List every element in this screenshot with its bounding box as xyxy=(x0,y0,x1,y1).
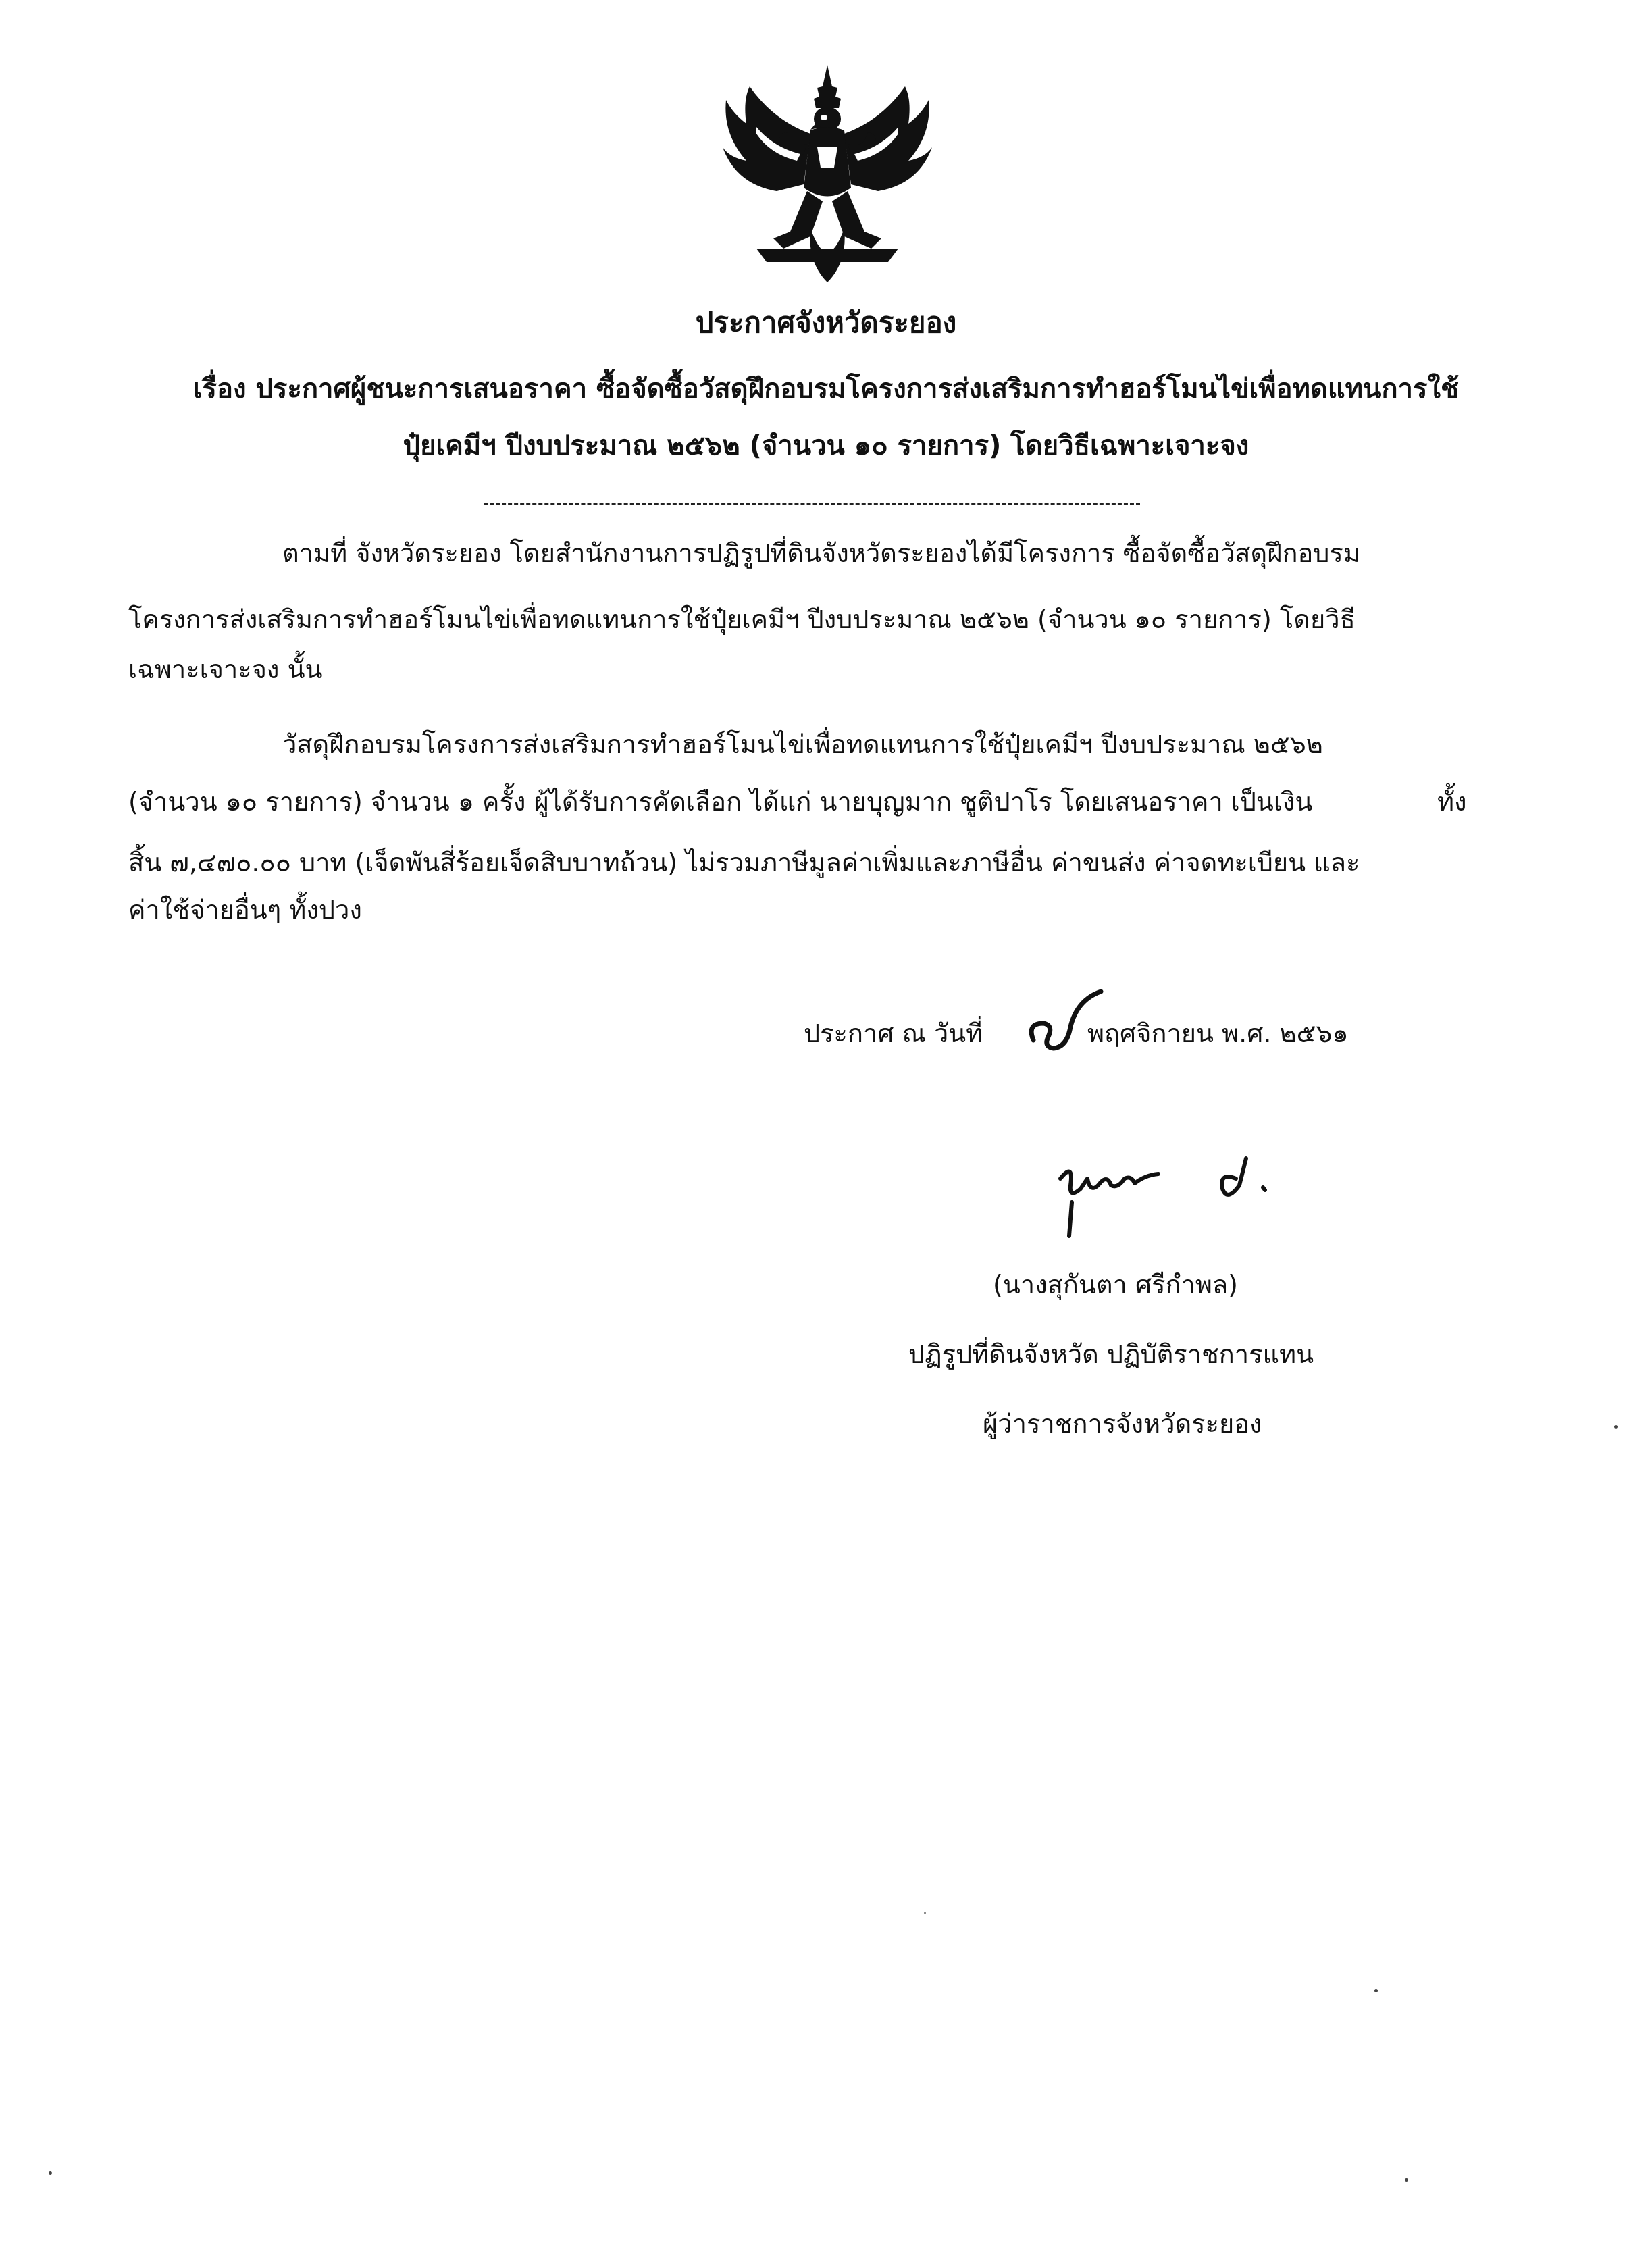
paragraph-1-line-3: เฉพาะเจาะจง นั้น xyxy=(128,654,323,684)
signatory-position: ปฏิรูปที่ดินจังหวัด ปฏิบัติราชการแทน xyxy=(908,1339,1314,1369)
signatory-name: (นางสุกันตา ศรีกำพล) xyxy=(993,1270,1239,1300)
signatory-authority: ผู้ว่าราชการจังหวัดระยอง xyxy=(983,1409,1262,1439)
paragraph-2-line-2-tail: ทั้ง xyxy=(1437,787,1467,817)
paragraph-2-line-1: วัสดุฝึกอบรมโครงการส่งเสริมการทำฮอร์โมนไข่เพื่อทดแทนการใช้ปุ๋ยเคมีฯ ปีงบประมาณ ๒๕๖๒ xyxy=(282,729,1323,759)
scan-speck xyxy=(1374,1989,1378,1992)
paragraph-1-line-2: โครงการส่งเสริมการทำฮอร์โมนไข่เพื่อทดแทนการใช้ปุ๋ยเคมีฯ ปีงบประมาณ ๒๕๖๒ (จำนวน ๑๐ รายการ) โดยวิธี xyxy=(128,604,1356,634)
paragraph-2-line-3: สิ้น ๗,๔๗๐.๐๐ บาท (เจ็ดพันสี่ร้อยเจ็ดสิบบาทถ้วน) ไม่รวมภาษีมูลค่าเพิ่มและภาษีอื่น ค่าขนส่ง ค่าจดทะเบียน และ xyxy=(128,848,1360,877)
subject-line-1: เรื่อง ประกาศผู้ชนะการเสนอราคา ซื้อจัดซื้อวัสดุฝึกอบรมโครงการส่งเสริมการทำฮอร์โมนไข่เพื่อทดแทนการใช้ xyxy=(192,374,1460,405)
signature-icon xyxy=(1050,1148,1314,1250)
garuda-emblem-icon xyxy=(709,59,946,296)
divider xyxy=(484,503,1140,505)
scan-speck xyxy=(1405,2178,1408,2182)
paragraph-2-line-2: (จำนวน ๑๐ รายการ) จำนวน ๑ ครั้ง ผู้ได้รับการคัดเลือก ได้แก่ นายบุญมาก ชูติปาโร โดยเสนอราคา เป็นเงิน xyxy=(128,787,1313,817)
office-title: ประกาศจังหวัดระยอง xyxy=(695,306,957,339)
scan-speck xyxy=(1614,1425,1618,1429)
paragraph-1-line-1: ตามที่ จังหวัดระยอง โดยสำนักงานการปฏิรูปที่ดินจังหวัดระยองได้มีโครงการ ซื้อจัดซื้อวัสดุฝึกอบรม xyxy=(282,538,1360,568)
paragraph-2-line-4: ค่าใช้จ่ายอื่นๆ ทั้งปวง xyxy=(128,895,362,925)
date-prefix: ประกาศ ณ วันที่ xyxy=(804,1019,983,1048)
scan-speck xyxy=(924,1912,926,1914)
scan-speck xyxy=(49,2171,52,2175)
date-suffix: พฤศจิกายน พ.ศ. ๒๕๖๑ xyxy=(1087,1019,1349,1048)
subject-line-2: ปุ๋ยเคมีฯ ปีงบประมาณ ๒๕๖๒ (จำนวน ๑๐ รายการ) โดยวิธีเฉพาะเจาะจง xyxy=(403,430,1249,461)
